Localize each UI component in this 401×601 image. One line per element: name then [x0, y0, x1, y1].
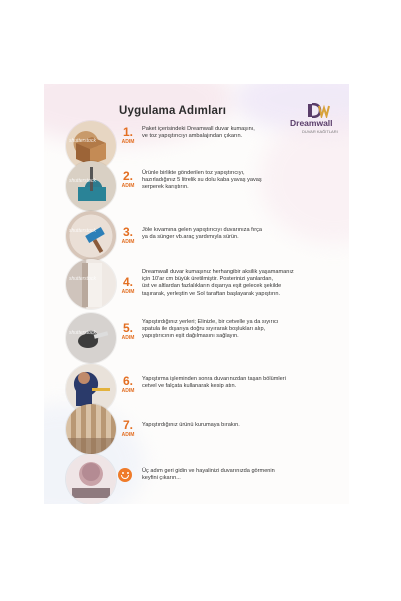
step-text: Ürünle birlikte gönderilen toz yapıştırıcıyı, hazırladığınız 5 litrelik su dolu kaba yavaş yavaş serperek karıştırın. [142, 170, 262, 191]
step-3-photo [66, 211, 116, 261]
step-text: Üç adım geri gidin ve hayalinizi duvarınızda görmenin keyfini çıkarın... [142, 468, 275, 482]
step-number: 4. [122, 275, 133, 289]
brand-name: Dreamwall [290, 118, 333, 128]
brush-icon [66, 211, 116, 261]
decorated-room-icon [66, 454, 116, 504]
brand-subtitle: DUVAR KAĞITLARI [302, 129, 338, 134]
step-number: 6. [122, 374, 133, 388]
instruction-sheet [44, 84, 349, 504]
step-text: Yapıştırdığınız ürünü kurumaya bırakın. [142, 422, 240, 428]
dreamwall-logo-icon [307, 103, 331, 118]
step-label: ADIM [121, 335, 135, 341]
step-5-photo [66, 313, 116, 363]
step-label: ADIM [121, 432, 135, 438]
step-final-photo [66, 454, 116, 504]
step-label: ADIM [121, 139, 135, 145]
photo-watermark: shutterstock [69, 138, 96, 144]
step-2-photo [66, 161, 116, 211]
step-label: ADIM [121, 388, 135, 394]
step-number: 1. [122, 125, 133, 139]
photo-watermark: shutterstock [69, 178, 96, 184]
step-text: Yapıştırma işleminden sonra duvarınızdan taşan bölümleri cetvel ve falçata kullanarak kesip atın. [142, 376, 286, 390]
photo-watermark: shutterstock [69, 330, 96, 336]
page-title: Uygulama Adımları [119, 105, 227, 117]
step-number: 3. [122, 225, 133, 239]
smiley-icon [118, 468, 132, 482]
step-7-photo [66, 404, 116, 454]
pattern-wall-icon [66, 404, 116, 454]
step-text: Paket içerisindeki Dreamwall duvar kumaşını, ve toz yapıştırıcıyı ambalajından çıkarın. [142, 126, 255, 140]
step-text: Jöle kıvamına gelen yapıştırıcıyı duvarınıza fırça ya da sünger vb.araç yardımıyla sürün. [142, 227, 263, 241]
wallpaper-roll-icon [66, 259, 116, 309]
step-label: ADIM [121, 183, 135, 189]
step-4-photo [66, 259, 116, 309]
step-number: 5. [122, 321, 133, 335]
mixing-bucket-icon [66, 161, 116, 211]
step-label: ADIM [121, 289, 135, 295]
hand-spatula-icon [66, 313, 116, 363]
step-text: Yapıştırdığınız yerleri; Elinizle, bir cetvelle ya da sıyırıcı spatula ile dışarıya doğru sıyırarak boşlukları alıp, yapıştırıcının eşit dağılmasını sağlayın. [142, 319, 279, 340]
step-text: Dreamwall duvar kumaşınız herhangibir aksilik yaşamamanız için 10'ar cm büyük üretilmiştir. Posterinizi yanlardan, üst ve altlardan fazlalıkların dışarıya eşit gelecek şekilde taşırarak, yerleştin ve Sol taraftan başlayarak yapıştırın. [142, 269, 294, 297]
step-label: ADIM [121, 239, 135, 245]
photo-watermark: shutterstock [69, 276, 96, 282]
step-number: 2. [122, 169, 133, 183]
step-number: 7. [122, 418, 133, 432]
photo-watermark: shutterstock [69, 228, 96, 234]
